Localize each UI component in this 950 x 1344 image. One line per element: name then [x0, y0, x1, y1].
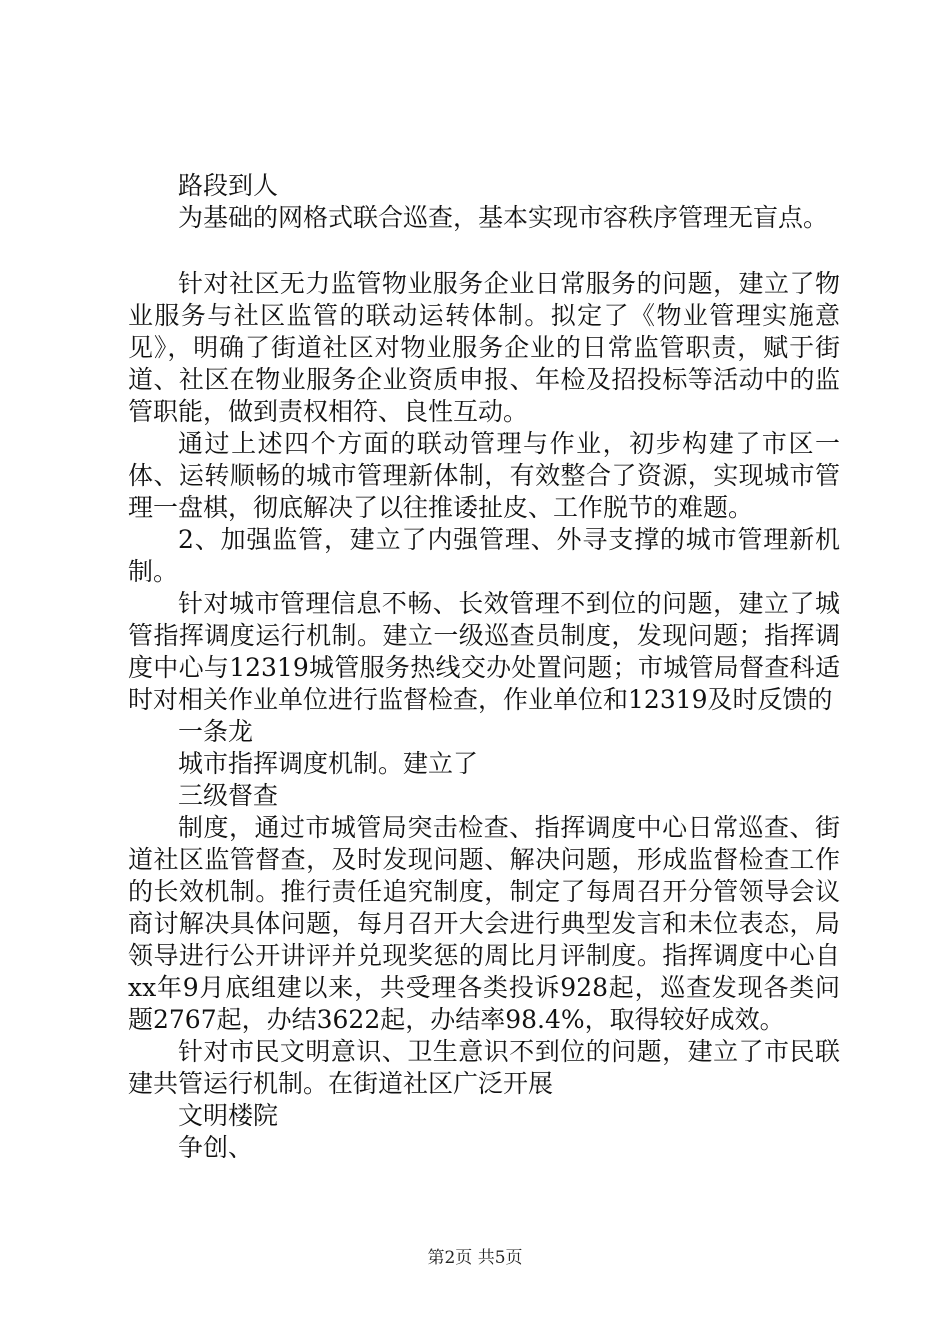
paragraph: 争创、 — [178, 1133, 254, 1162]
paragraph-gap — [128, 234, 840, 268]
paragraph: 三级督查 — [178, 781, 279, 810]
paragraph: 文明楼院 — [178, 1101, 279, 1130]
paragraph: 一条龙 — [178, 717, 254, 746]
paragraph: 城市指挥调度机制。建立了 — [178, 749, 479, 778]
paragraph: 针对城市管理信息不畅、长效管理不到位的问题，建立了城管指挥调度运行机制。建立一级巡查员制度，发现问题；指挥调度中心与12319城管服务热线交办处置问题；市城管局督查科适时对相关作业单位进行监督检查，作业单位和12319及时反馈的 — [128, 589, 840, 714]
paragraph: 路段到人 — [178, 171, 279, 200]
paragraph: 为基础的网格式联合巡查，基本实现市容秩序管理无盲点。 — [178, 203, 829, 232]
paragraph: 制度，通过市城管局突击检查、指挥调度中心日常巡查、街道社区监管督查，及时发现问题、解决问题，形成监督检查工作的长效机制。推行责任追究制度，制定了每周召开分管领导会议商讨解决具体问题，每月召开大会进行典型发言和未位表态，局领导进行公开讲评并兑现奖惩的周比月评制度。指挥调度中心自xx年9月底组建以来，共受理各类投诉928起，巡查发现各类问题2767起，办结3622起，办结率98.4%，取得较好成效。 — [128, 813, 840, 1034]
section-heading: 2、加强监管，建立了内强管理、外寻支撑的城市管理新机制。 — [128, 525, 840, 586]
paragraph: 通过上述四个方面的联动管理与作业，初步构建了市区一体、运转顺畅的城市管理新体制，有效整合了资源，实现城市管理一盘棋，彻底解决了以往推诿扯皮、工作脱节的难题。 — [128, 429, 840, 522]
paragraph: 针对社区无力监管物业服务企业日常服务的问题，建立了物业服务与社区监管的联动运转体制。拟定了《物业管理实施意见》，明确了街道社区对物业服务企业的日常监管职责，赋于街道、社区在物业服务企业资质申报、年检及招投标等活动中的监管职能，做到责权相符、良性互动。 — [128, 269, 840, 426]
paragraph: 针对市民文明意识、卫生意识不到位的问题，建立了市民联建共管运行机制。在街道社区广泛开展 — [128, 1037, 840, 1098]
page-number-footer: 第2页 共5页 — [427, 1248, 523, 1268]
document-body — [128, 170, 840, 1164]
